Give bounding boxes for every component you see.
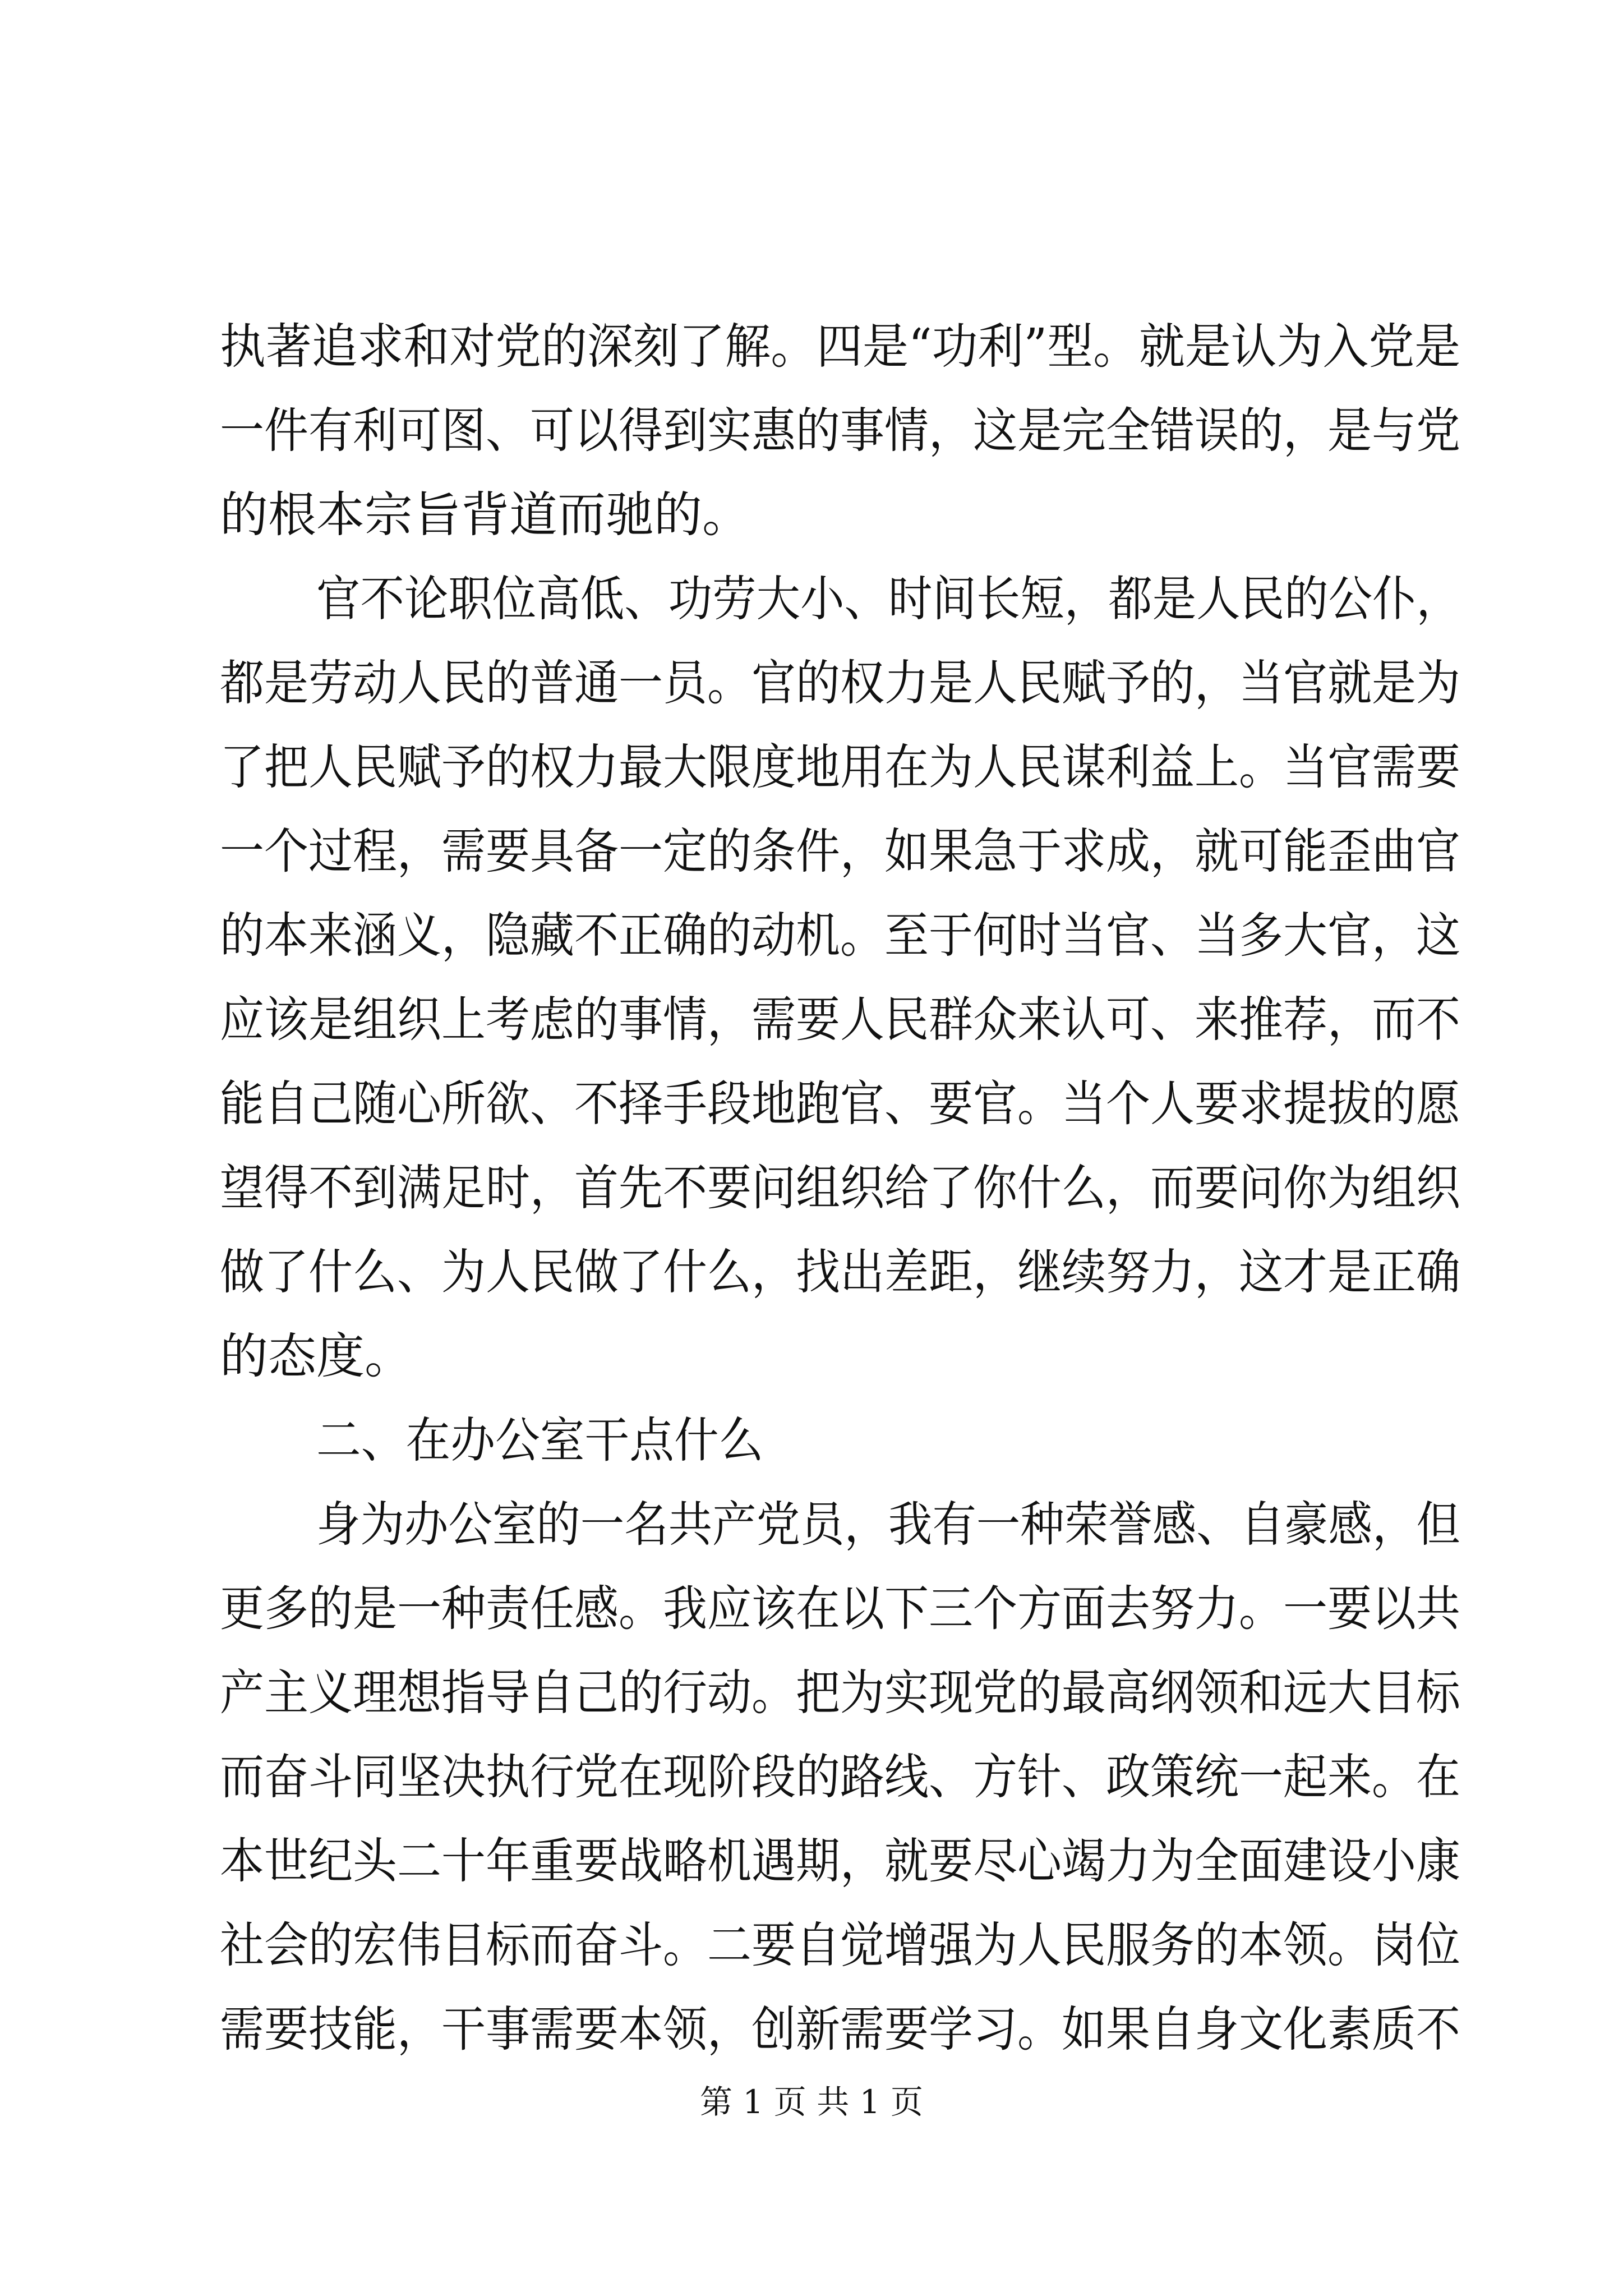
- paragraph-first-line: 身为办公室的一名共产党员，我有一种荣誉感、自豪感，但: [316, 1497, 1460, 1553]
- body-line: 能自己随心所欲、不择手段地跑官、要官。当个人要求提拔的愿: [220, 1076, 1460, 1132]
- body-line: 望得不到满足时，首先不要问组织给了你什么，而要问你为组织: [220, 1160, 1460, 1216]
- body-line: 更多的是一种责任感。我应该在以下三个方面去努力。一要以共: [220, 1581, 1460, 1637]
- body-line: 的态度。: [220, 1328, 413, 1384]
- page-number-footer: 第 1 页 共 1 页: [700, 2083, 923, 2121]
- body-line: 而奋斗同坚决执行党在现阶段的路线、方针、政策统一起来。在: [220, 1749, 1460, 1805]
- body-line: 一件有利可图、可以得到实惠的事情，这是完全错误的，是与党: [220, 403, 1460, 459]
- body-line: 的本来涵义，隐藏不正确的动机。至于何时当官、当多大官，这: [220, 908, 1460, 964]
- body-line: 产主义理想指导自己的行动。把为实现党的最高纲领和远大目标: [220, 1665, 1460, 1721]
- body-line: 的根本宗旨背道而驰的。: [220, 487, 750, 543]
- body-line: 需要技能，干事需要本领，创新需要学习。如果自身文化素质不: [220, 2001, 1460, 2058]
- paragraph-first-line: 官不论职位高低、功劳大小、时间长短，都是人民的公仆，: [316, 571, 1460, 627]
- body-line: 了把人民赋予的权力最大限度地用在为人民谋利益上。当官需要: [220, 739, 1460, 795]
- body-line: 本世纪头二十年重要战略机遇期，就要尽心竭力为全面建设小康: [220, 1833, 1460, 1889]
- body-line: 一个过程，需要具备一定的条件，如果急于求成，就可能歪曲官: [220, 823, 1460, 880]
- body-line: 做了什么、为人民做了什么，找出差距，继续努力，这才是正确: [220, 1244, 1460, 1300]
- section-heading: 二、在办公室干点什么: [316, 1412, 764, 1469]
- body-line: 应该是组织上考虑的事情，需要人民群众来认可、来推荐，而不: [220, 992, 1460, 1048]
- body-line: 社会的宏伟目标而奋斗。二要自觉增强为人民服务的本领。岗位: [220, 1917, 1460, 1973]
- body-line: 执著追求和对党的深刻了解。四是“功利”型。就是认为入党是: [220, 319, 1460, 375]
- body-line: 都是劳动人民的普通一员。官的权力是人民赋予的，当官就是为: [220, 655, 1460, 711]
